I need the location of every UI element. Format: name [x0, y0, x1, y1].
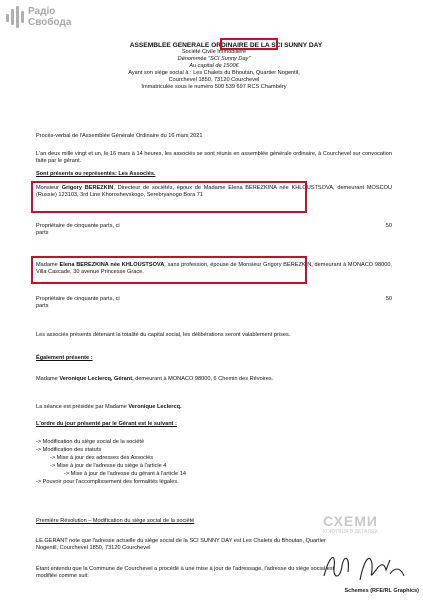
header-line5: Courchevel 1850, 73120 Courchevel — [168, 77, 260, 83]
ordre-item: -> Pouvoir pour l'accomplissement des formalités légales. — [36, 479, 179, 485]
schemy-subtitle: КОРУПЦІЯ В ДЕТАЛЯХ — [323, 529, 378, 535]
highlight-box-associate-2 — [31, 256, 307, 284]
schemy-logo: СХЕМИ — [323, 513, 378, 529]
seance-prefix: La séance est présidée par Madame — [36, 404, 127, 410]
logo-line2: Свобода — [28, 17, 72, 28]
pv-title: Procès-verbal de l'Assemblée Générale Ordinaire du 16 mars 2021 — [36, 133, 203, 139]
associate-2-name: Elena BEREZKINA née KHLOUSTSOVA — [59, 262, 165, 268]
intro-paragraph: L'an deux mille vingt et un, le 16 mars à 14 heures, les associés se sont réunis en assemblée générale ordinaire, à Courchevel sur convocation faite par le gérant. — [36, 151, 392, 164]
radio-svoboda-mark-icon — [6, 6, 24, 28]
associate-1-name: Grigory BEREZKIN — [61, 185, 114, 191]
ordre-heading: L'ordre du jour présenté par le Gérant est le suivant : — [36, 421, 177, 427]
image-credit: Schemes (RFE/RL Graphics) — [344, 588, 419, 594]
ordre-item: -> Mise à jour des adresses des Associés — [50, 455, 154, 461]
ordre-item: -> Modification du siège social de la société — [36, 439, 145, 445]
gerant-name: Veronique Leclercq, Gérant, — [59, 376, 134, 382]
seance-name: Veronique Leclercq. — [128, 404, 182, 410]
associate-2-parts-unit: parts — [36, 303, 49, 309]
associes-present-paragraph: Les associés présents détenant la totalité du capital social, les délibérations seront valablement prises. — [36, 332, 291, 338]
associate-2-parts — [36, 296, 392, 310]
associate-1-prefix: Monsieur — [36, 185, 60, 191]
present-heading: Sont présents ou représentés: Les Associés. — [36, 171, 156, 177]
handwritten-signature — [320, 546, 408, 586]
also-present-heading: Également présente : — [36, 355, 93, 361]
ordre-item: -> Mise à jour de l'adresse du siège à l'article 4 — [50, 463, 167, 469]
ordre-item: -> Mise à jour de l'adresse du gérant à l'article 14 — [64, 471, 187, 477]
header-line3: Au capital de 1500€ — [189, 63, 239, 69]
header-title: ASSEMBLEE GENERALE ORDINAIRE DE LA — [129, 42, 270, 49]
associate-1-parts-unit: parts — [36, 230, 49, 236]
header-line2: Dénommée "SCI Sunny Day" — [177, 56, 251, 62]
associate-2-text: , sans profession, épouse de Monsieur Grigory BEREZKIN, demeurant à MONACO 98000, Villa Cascade, 30 avenue Princesse Grace. — [36, 262, 392, 275]
highlight-box-title — [220, 38, 278, 50]
header-line4: Ayant son siège social à : Les Chalets du Bhoutan, Quartier Nogentil, — [128, 70, 300, 76]
seance-line — [36, 404, 392, 411]
gerant-prefix: Madame — [36, 376, 58, 382]
associate-2-prefix: Madame — [36, 262, 58, 268]
associate-1-parts-value: 50 — [385, 223, 392, 229]
schemy-watermark — [323, 513, 378, 535]
header-title-highlight: SCI SUNNY DAY — [271, 42, 323, 49]
associate-2-parts-value: 50 — [385, 296, 392, 302]
ordre-item: -> Modification des statuts — [36, 447, 102, 453]
associate-1-parts-label: Propriétaire de cinquante parts, ci — [36, 223, 120, 229]
logo-line1: Радіо — [28, 6, 56, 17]
resolution-paragraph-1: LE GERANT note que l'adresse actuelle du siège social de la SCI SUNNY DAY est Les Chalets du Bhoutan, Quartier Nogentil, Courchevel 1850, 73120 Courchevel — [36, 538, 326, 551]
gerant-text: demeurant à MONACO 98000, 6 Chemin des Révoires. — [135, 376, 274, 382]
header-line1: Société Civile Immobilière — [181, 49, 247, 55]
ordre-list — [36, 439, 392, 486]
doc-header — [36, 42, 392, 91]
header-line6: Immatriculée sous le numéro 500 539 697 RCS Chambéry — [141, 84, 287, 90]
associate-1-text: , Directeur de sociétés, époux de Madame Elena BEREZKINA née KHLOUSTSOVA, demeurant MOSCOU (Russie) 123103, 3rd Line Khoroshevskogo, Serebryanogo Bora 71 — [36, 185, 392, 198]
gerant-paragraph — [36, 376, 392, 383]
radio-svoboda-logo — [6, 6, 71, 28]
highlight-box-associate-1 — [31, 181, 307, 213]
resolution-paragraph-2: Étant entendu que la Commune de Courchevel a procédé à une mise à jour de l'adressage, l'adresse du siège social est modifiée comme suit: — [36, 566, 335, 579]
associate-2-parts-label: Propriétaire de cinquante parts, ci — [36, 296, 120, 302]
resolution-heading: Première Résolution – Modification du siège social de la société — [36, 518, 195, 524]
associate-1-parts — [36, 223, 392, 237]
